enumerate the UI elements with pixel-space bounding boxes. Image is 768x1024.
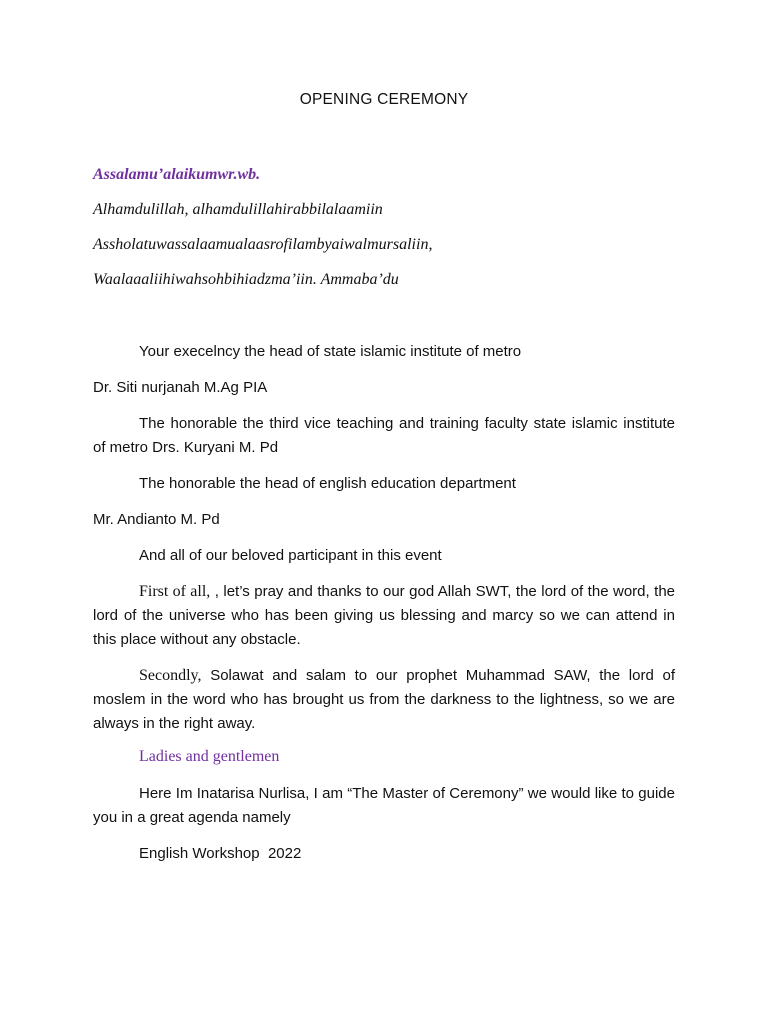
paragraph-first (93, 580, 675, 652)
paragraph-second (93, 664, 675, 736)
greeting-line-2: Assholatuwassalaamualaasrofilambyaiwalmursaliin, (93, 236, 433, 253)
salutation-head-of-department: The honorable the head of english education department (139, 475, 516, 492)
ladies-and-gentlemen-heading: Ladies and gentlemen (139, 748, 280, 765)
salutation-name-2: Mr. Andianto M. Pd (93, 511, 220, 528)
second-text: Solawat and salam to our prophet Muhammad SAW, the lord of moslem in the word who has brought us from the darkness to the lightness, so we are always in the right away. (93, 667, 675, 732)
document-title: OPENING CEREMONY (299, 91, 469, 108)
second-lead: Secondly, (139, 667, 202, 684)
salutation-head-of-institute: Your execelncy the head of state islamic institute of metro (139, 343, 522, 360)
first-lead: First of all, (139, 583, 211, 600)
paragraph-introduction: Here Im Inatarisa Nurlisa, I am “The Master of Ceremony” we would like to guide you in a great agenda namely (93, 785, 675, 826)
greeting-line-3: Waalaaaliihiwahsohbihiadzma’iin. Ammaba’du (93, 271, 399, 288)
salutation-vice-teaching: The honorable the third vice teaching and training faculty state islamic institute of metro Drs. Kuryani M. Pd (93, 415, 675, 456)
salutation-name-1: Dr. Siti nurjanah M.Ag PIA (93, 379, 268, 396)
event-name: English Workshop 2022 (139, 845, 302, 862)
first-text: , let’s pray and thanks to our god Allah SWT, the lord of the word, the lord of the universe who has been giving us blessing and marcy so we can attend in this place without any obstacle. (93, 583, 675, 648)
greeting-salutation: Assalamu’alaikumwr.wb. (93, 166, 261, 183)
greeting-line-1: Alhamdulillah, alhamdulillahirabbilalaamiin (93, 201, 383, 218)
salutation-participants: And all of our beloved participant in this event (139, 547, 442, 564)
